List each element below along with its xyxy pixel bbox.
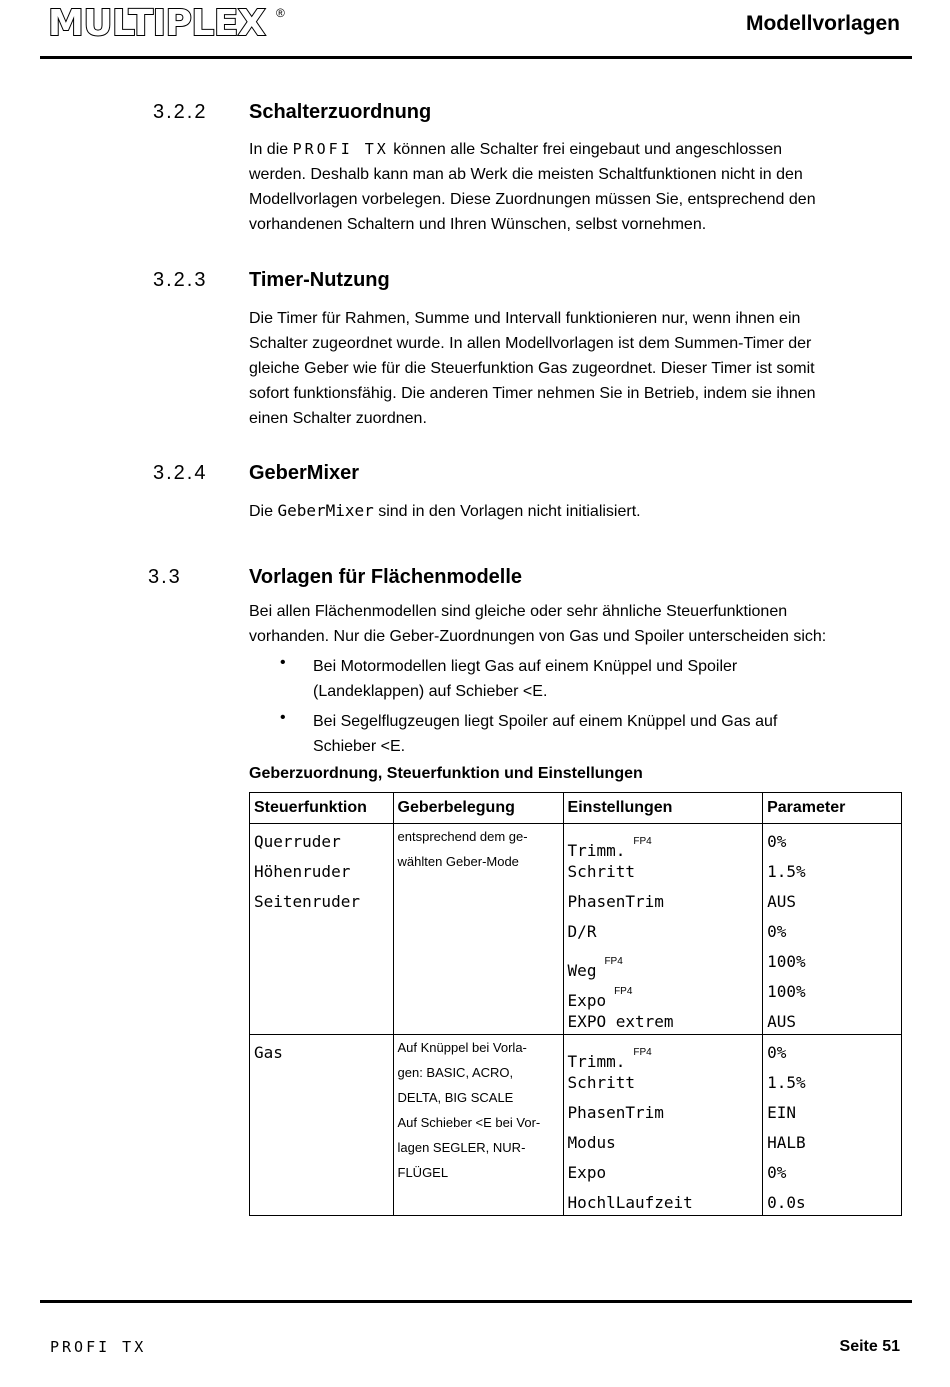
cell-functions: Querruder Höhenruder Seitenruder bbox=[250, 824, 394, 1035]
cell-assignment: entsprechend dem ge- wählten Geber-Mode bbox=[393, 824, 563, 1035]
bullet-item-2: Bei Segelflugzeugen liegt Spoiler auf einem Knüppel und Gas auf Schieber <E. bbox=[313, 713, 778, 755]
fp4-mark: FP4 bbox=[633, 836, 652, 847]
section-title-324: GeberMixer bbox=[249, 462, 360, 484]
cell-params: 0% 1.5% EIN HALB 0% 0.0s bbox=[763, 1035, 902, 1216]
fp4-mark: FP4 bbox=[614, 986, 633, 997]
fp4-mark: FP4 bbox=[604, 956, 623, 967]
settings-table bbox=[249, 792, 902, 1216]
table-row bbox=[250, 824, 902, 1035]
multiplex-logo: MULTIPLEX bbox=[48, 3, 266, 44]
section-number-324: 3.2.4 bbox=[153, 462, 208, 484]
table-header-row bbox=[250, 793, 902, 824]
section-body-33: Bei allen Flächenmodellen sind gleiche oder sehr ähnliche Steuerfunktionen vorhanden. Nur die Geber-Zuordnungen von Gas und Spoiler unterscheiden sich: bbox=[249, 603, 827, 645]
header-parameter: Parameter bbox=[763, 793, 902, 824]
page-number: Seite 51 bbox=[839, 1338, 900, 1355]
cell-settings: Trimm. $^{FP4}$ Schritt PhasenTrim Modus Expo HochlLaufzeit bbox=[563, 1035, 763, 1216]
table-caption: Geberzuordnung, Steuerfunktion und Einstellungen bbox=[249, 765, 643, 782]
header-steuerfunktion: Steuerfunktion bbox=[250, 793, 394, 824]
footer-product: PROFI TX bbox=[50, 1338, 147, 1356]
cell-params: 0% 1.5% AUS 0% 100% 100% AUS bbox=[763, 824, 902, 1035]
section-title-322: Schalterzuordnung bbox=[249, 101, 432, 123]
registered-mark: ® bbox=[276, 6, 285, 20]
section-number-33: 3.3 bbox=[148, 566, 182, 588]
fp4-mark: FP4 bbox=[633, 1047, 652, 1058]
header-einstellungen: Einstellungen bbox=[563, 793, 763, 824]
bullet-mark: • bbox=[280, 654, 286, 671]
section-body-322: In die PROFI TX können alle Schalter frei eingebaut und angeschlossen werden. Deshalb kann man ab Werk die meisten Schaltfunktionen nicht in den Modellvorlagen vorbelegen. Diese Zuordnungen müssen Sie, entsprechend den vorhandenen Schaltern und Ihren Wünschen, selbst vornehmen. bbox=[249, 140, 816, 233]
bullet-mark: • bbox=[280, 709, 286, 726]
header-divider bbox=[40, 56, 912, 59]
table-row bbox=[250, 1035, 902, 1216]
bullet-item-1: Bei Motormodellen liegt Gas auf einem Knüppel und Spoiler (Landeklappen) auf Schieber <E. bbox=[313, 658, 738, 700]
gebermixer-term: GeberMixer bbox=[277, 501, 374, 520]
cell-assignment: Auf Knüppel bei Vorla- gen: BASIC, ACRO, DELTA, BIG SCALE Auf Schieber <E bei Vor- lagen SEGLER, NUR- FLÜGEL bbox=[393, 1035, 563, 1216]
section-number-322: 3.2.2 bbox=[153, 101, 208, 123]
section-title-323: Timer-Nutzung bbox=[249, 269, 390, 291]
header-geberbelegung: Geberbelegung bbox=[393, 793, 563, 824]
cell-settings: Trimm. $^{FP4}$ Schritt PhasenTrim D/R Weg $^{FP4}$ Expo $^{FP4}$ EXPO extrem bbox=[563, 824, 763, 1035]
cell-functions: Gas bbox=[250, 1035, 394, 1216]
footer-divider bbox=[40, 1300, 912, 1303]
product-name: PROFI TX bbox=[292, 140, 389, 158]
page-header-title: Modellvorlagen bbox=[745, 12, 900, 35]
section-number-323: 3.2.3 bbox=[153, 269, 208, 291]
section-body-324: Die GeberMixer sind in den Vorlagen nicht initialisiert. bbox=[249, 501, 641, 520]
section-body-323: Die Timer für Rahmen, Summe und Intervall funktionieren nur, wenn ihnen ein Schalter zugeordnet wurde. In allen Modellvorlagen ist dem Summen-Timer der gleiche Geber wie für die Steuerfunktion Gas zugeordnet. Dieser Timer ist somit sofort funktionsfähig. Die anderen Timer nehmen Sie in Betrieb, indem sie ihnen einen Schalter zuordnen. bbox=[249, 310, 816, 427]
section-title-33: Vorlagen für Flächenmodelle bbox=[249, 566, 523, 588]
